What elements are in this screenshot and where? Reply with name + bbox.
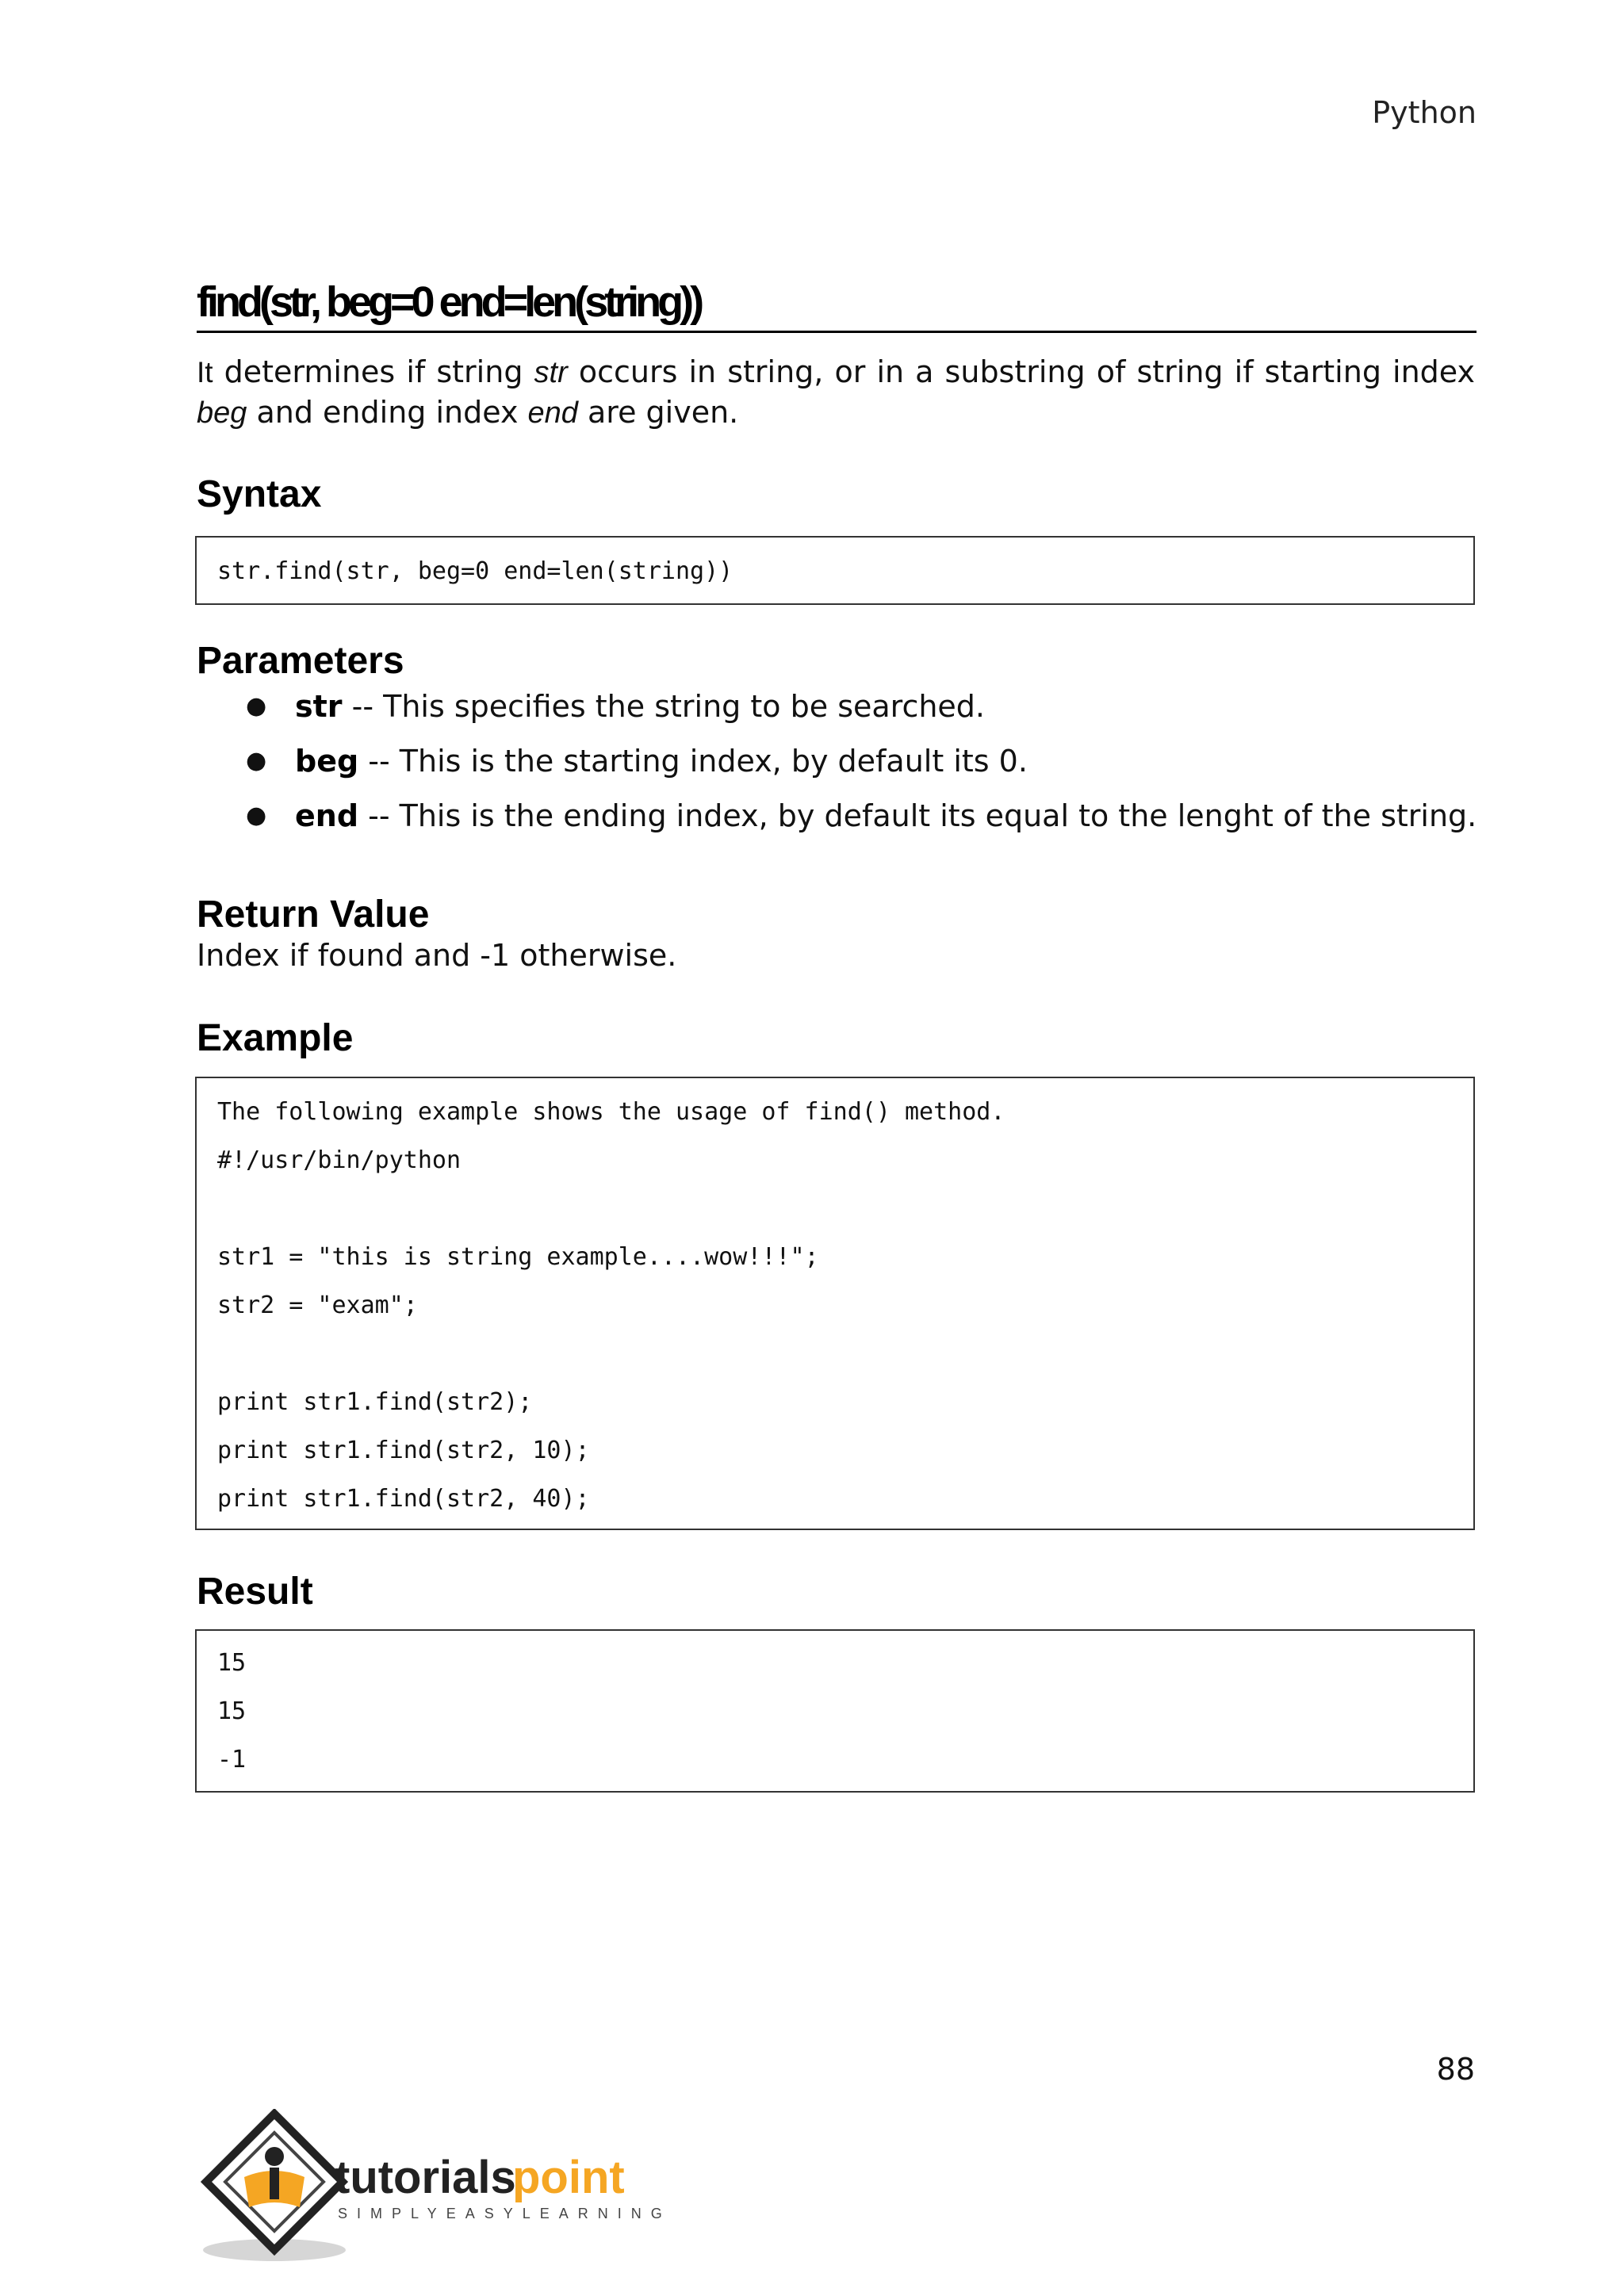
parameter-name: str: [295, 689, 343, 724]
running-header: Python: [1372, 95, 1477, 130]
intro-em-str: str: [534, 356, 568, 389]
code-line: str2 = "exam";: [217, 1292, 418, 1319]
syntax-code-line: str.find(str, beg=0 end=len(string)): [217, 557, 733, 585]
bullet-icon: ●: [246, 747, 267, 775]
person-body-icon: [270, 2168, 279, 2199]
example-heading: Example: [197, 1017, 354, 1059]
parameter-desc: -- This is the ending index, by default its equal to the lenght of the string.: [358, 798, 1477, 833]
return-value-heading: Return Value: [197, 894, 430, 936]
logo-brand-b: point: [512, 2152, 625, 2203]
bullet-icon: ●: [246, 802, 267, 829]
person-head-icon: [265, 2147, 284, 2166]
syntax-heading: Syntax: [197, 473, 322, 515]
result-line: -1: [217, 1746, 247, 1774]
intro-paragraph: [197, 352, 1475, 433]
parameter-desc: -- This is the starting index, by default its 0.: [358, 744, 1028, 779]
parameter-name: end: [295, 798, 359, 833]
code-line: print str1.find(str2, 40);: [217, 1485, 590, 1513]
result-line: 15: [217, 1697, 247, 1725]
code-line: #!/usr/bin/python: [217, 1146, 462, 1174]
code-line: The following example shows the usage of find() method.: [217, 1098, 1005, 1126]
tutorialspoint-logo: [195, 2109, 687, 2267]
page-number: 88: [1436, 2052, 1475, 2087]
logo-tagline: SIMPLYEASYLEARNING: [338, 2206, 672, 2221]
logo-brand-a: tutorials: [335, 2152, 516, 2203]
result-line: 15: [217, 1649, 247, 1677]
parameter-item-str: [197, 683, 1481, 738]
intro-text-4: and ending index: [247, 395, 528, 430]
intro-em-beg: beg: [197, 396, 247, 430]
syntax-code-box: [195, 536, 1475, 605]
parameter-name: beg: [295, 744, 359, 779]
return-value-text: Index if found and -1 otherwise.: [197, 938, 677, 973]
result-code-box: [195, 1629, 1475, 1793]
bullet-icon: ●: [246, 692, 267, 720]
intro-text-2: determines if string: [213, 354, 534, 389]
intro-text-3: occurs in string, or in a substring of string if starting index: [567, 354, 1475, 389]
result-heading: Result: [197, 1571, 313, 1613]
parameter-item-beg: [197, 738, 1481, 793]
intro-text-1: It: [197, 356, 213, 388]
parameter-item-end: [197, 793, 1481, 848]
page-title: find(str, beg=0 end=len(string)): [197, 279, 1477, 333]
code-line: print str1.find(str2);: [217, 1388, 533, 1416]
code-line: [217, 1184, 1473, 1233]
code-line: [217, 1330, 1473, 1378]
code-line: str1 = "this is string example....wow!!!";: [217, 1243, 819, 1271]
example-code-box: [195, 1077, 1475, 1530]
parameters-list: [197, 683, 1481, 848]
parameter-desc: -- This specifies the string to be searched.: [342, 689, 985, 724]
code-line: print str1.find(str2, 10);: [217, 1437, 590, 1464]
parameters-heading: Parameters: [197, 640, 404, 682]
intro-text-5: are given.: [577, 395, 739, 430]
intro-em-end: end: [527, 396, 578, 430]
